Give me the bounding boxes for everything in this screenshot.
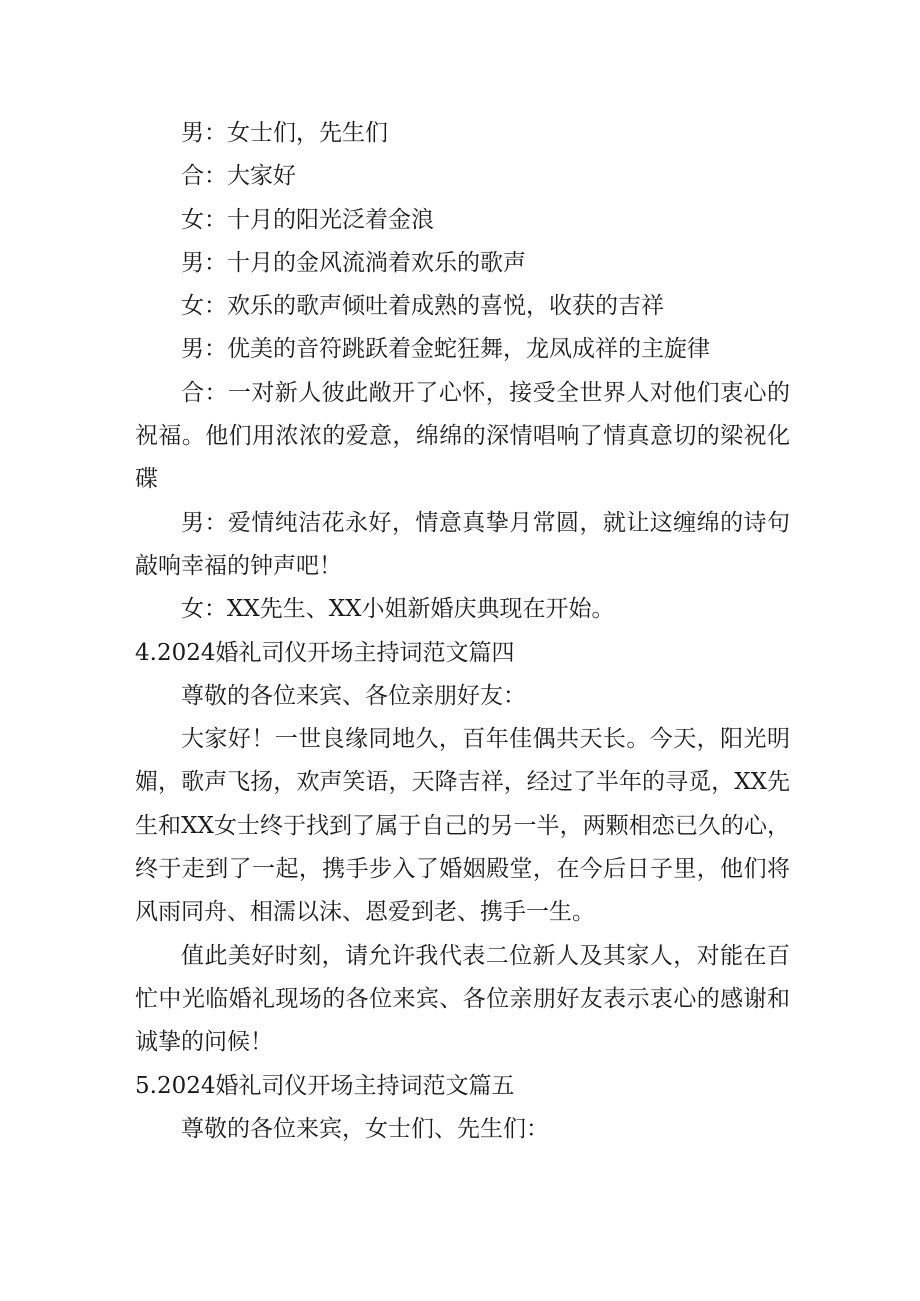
- dialogue-line: 男：爱情纯洁花永好，情意真挚月常圆，就让这缠绵的诗句敲响幸福的钟声吧！: [135, 509, 790, 579]
- dialogue-line: 合：一对新人彼此敞开了心怀，接受全世界人对他们衷心的祝福。他们用浓浓的爱意，绵绵的深情唱响了情真意切的梁祝化碟: [135, 379, 790, 493]
- dialogue-line: 女：欢乐的歌声倾吐着成熟的喜悦，收获的吉祥: [181, 293, 664, 320]
- dialogue-line: 男：优美的音符跳跃着金蛇狂舞，龙凤成祥的主旋律: [181, 336, 710, 363]
- dialogue-line: 女：十月的阳光泛着金浪: [181, 206, 434, 233]
- document-body: [135, 112, 790, 1151]
- salutation: 尊敬的各位来宾，女士们、先生们：: [181, 1115, 549, 1142]
- dialogue-line: 女：XX先生、XX小姐新婚庆典现在开始。: [181, 596, 615, 623]
- body-paragraph: 值此美好时刻，请允许我代表二位新人及其家人，对能在百忙中光临婚礼现场的各位来宾、各位亲朋好友表示衷心的感谢和诚挚的问候！: [135, 942, 790, 1056]
- dialogue-line: 合：大家好: [181, 163, 296, 190]
- dialogue-line: 男：女士们，先生们: [181, 120, 388, 146]
- section-heading: 4.2024婚礼司仪开场主持词范文篇四: [135, 639, 515, 666]
- dialogue-line: 男：十月的金风流淌着欢乐的歌声: [181, 249, 526, 276]
- salutation: 尊敬的各位来宾、各位亲朋好友：: [181, 682, 526, 709]
- body-paragraph: 大家好！一世良缘同地久，百年佳偶共天长。今天，阳光明媚，歌声飞扬，欢声笑语，天降吉祥，经过了半年的寻觅，XX先生和XX女士终于找到了属于自己的另一半，两颗相恋已久的心，终于走到了一起，携手步入了婚姻殿堂，在今后日子里，他们将风雨同舟、相濡以沫、恩爱到老、携手一生。: [135, 726, 790, 926]
- section-heading: 5.2024婚礼司仪开场主持词范文篇五: [135, 1072, 515, 1099]
